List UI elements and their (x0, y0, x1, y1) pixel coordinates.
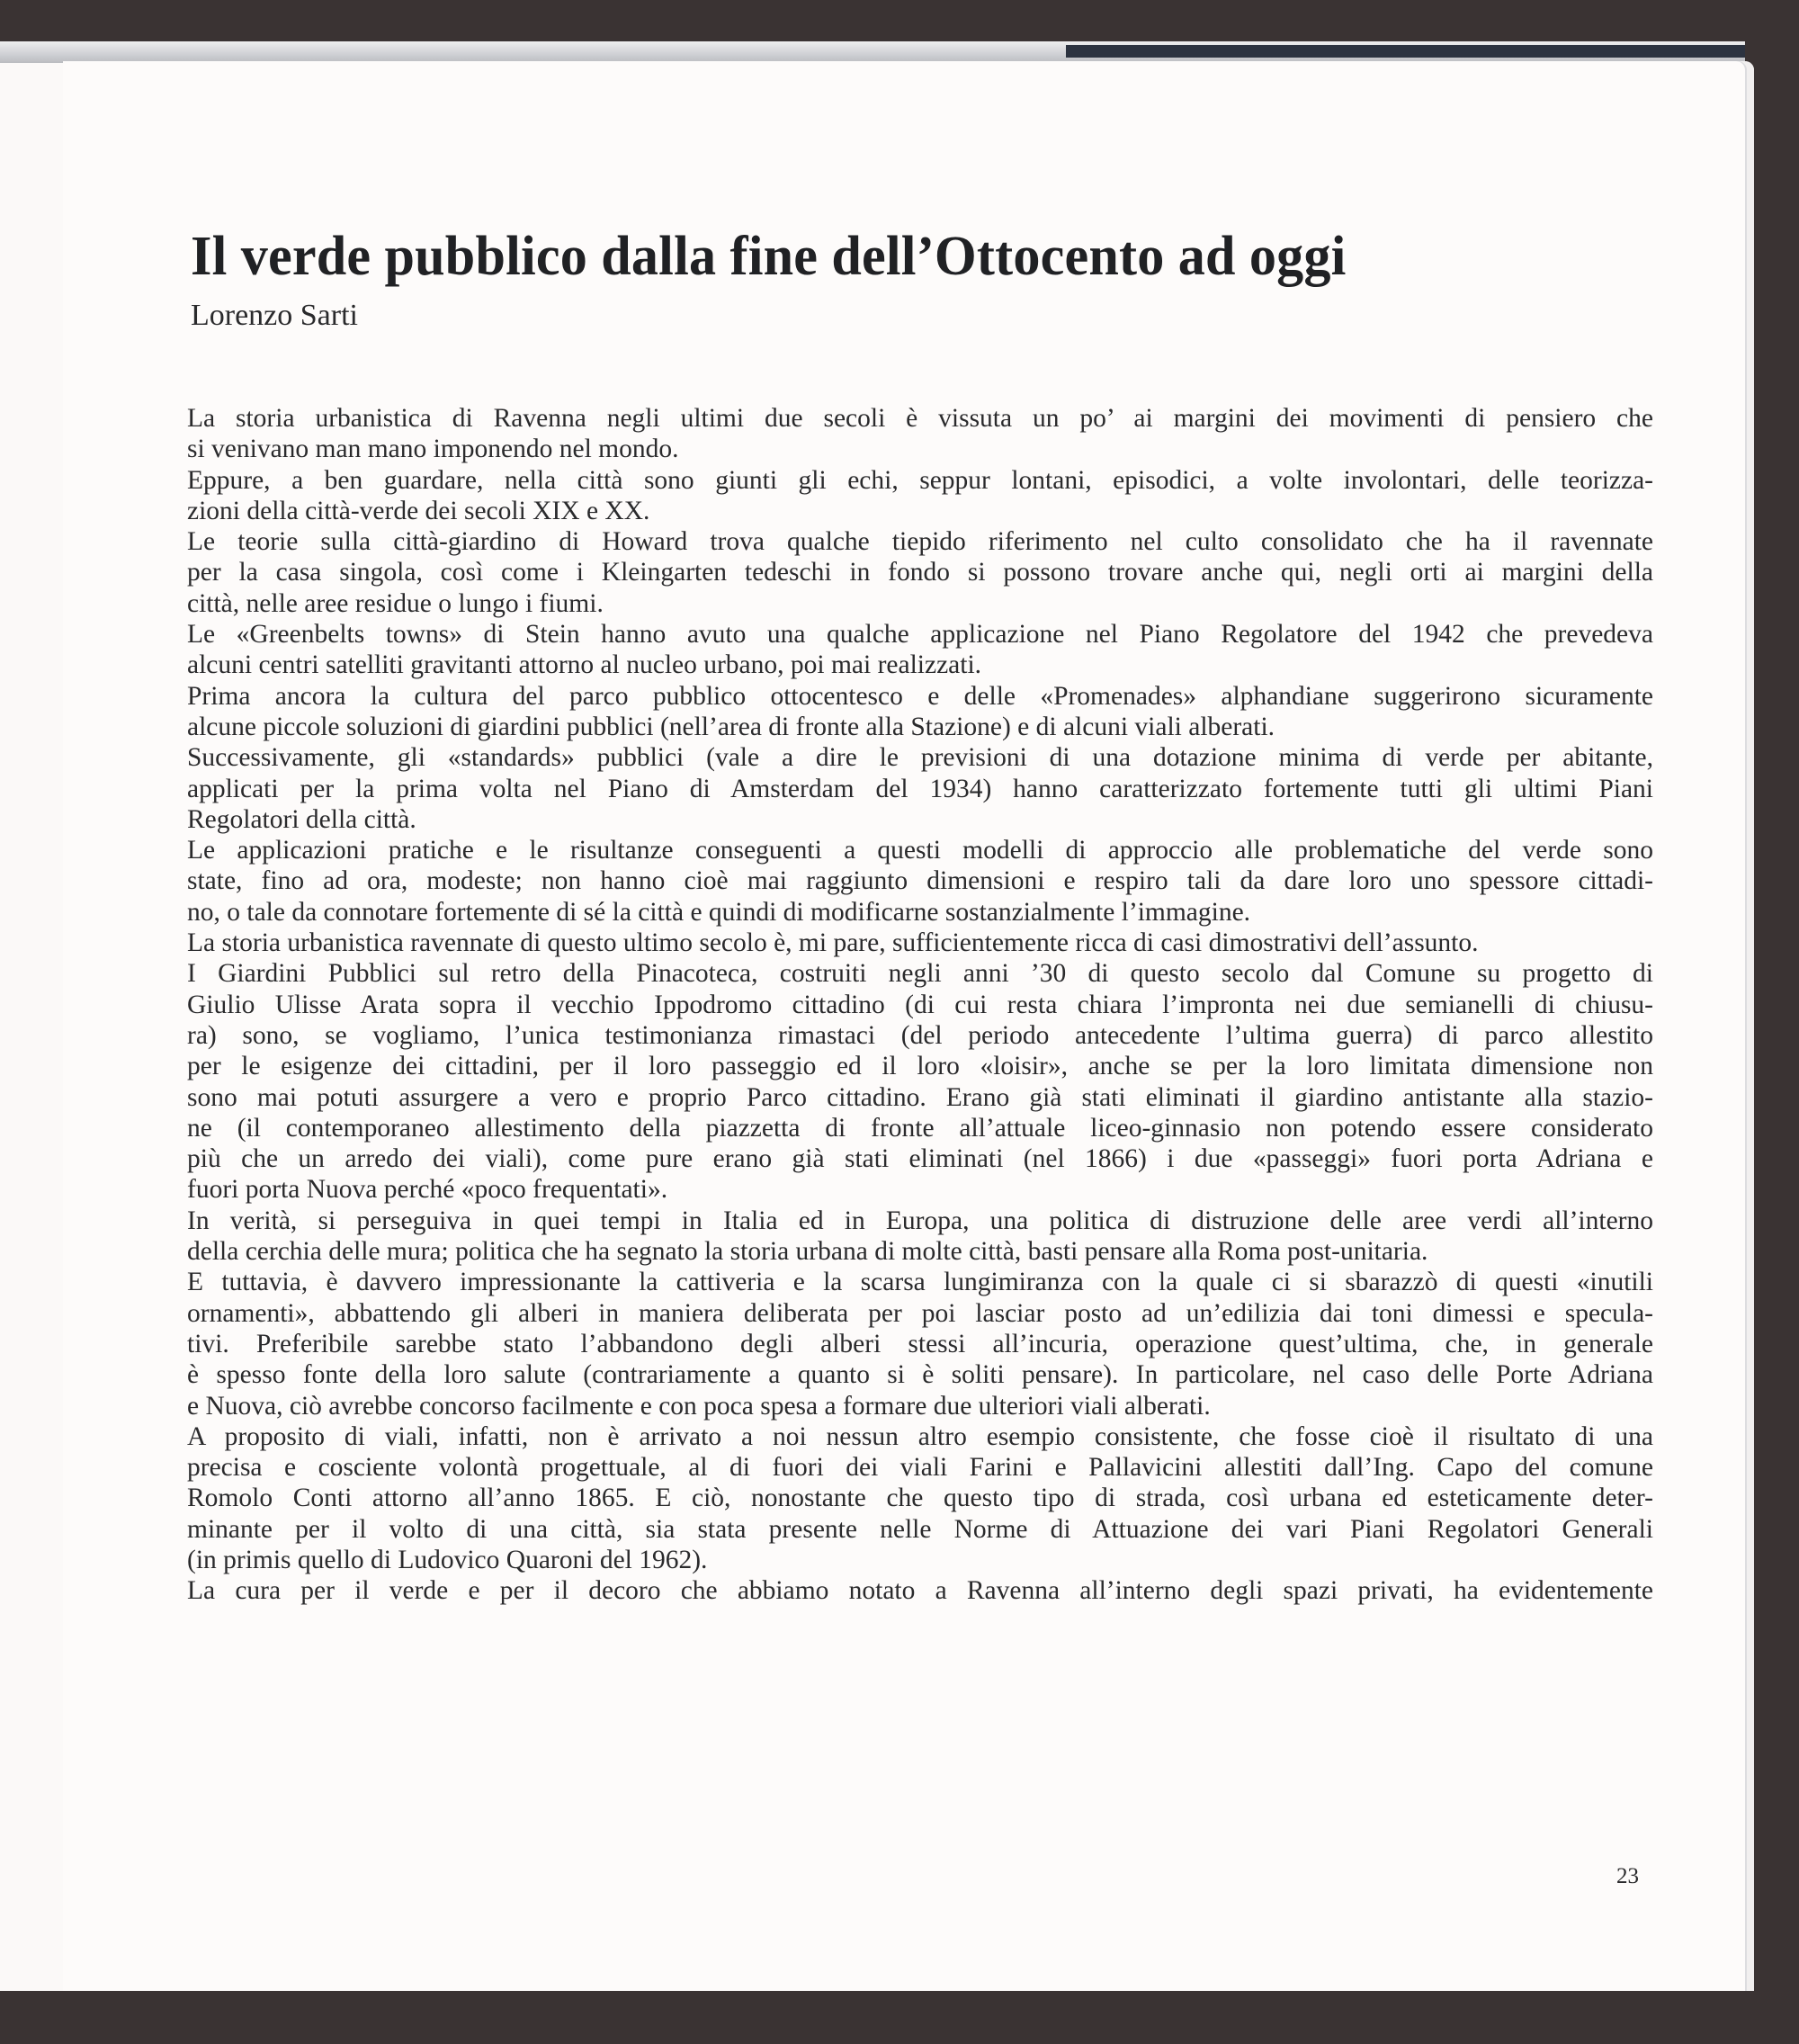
text-line: fuori porta Nuova perché «poco frequentati». (187, 1175, 668, 1205)
text-line: alcuni centri satelliti gravitanti attorno al nucleo urbano, poi mai realizzati. (187, 650, 982, 680)
text-line: applicati per la prima volta nel Piano di Amsterdam del 1934) hanno caratterizzato fortemente tutti gli ultimi Piani (187, 774, 1653, 803)
text-line: (in primis quello di Ludovico Quaroni del 1962). (187, 1545, 708, 1574)
text-line: ne (il contemporaneo allestimento della piazzetta di fronte all’attuale liceo-ginnasio non potendo essere considerato (187, 1113, 1653, 1143)
text-line: Successivamente, gli «standards» pubblici (vale a dire le previsioni di una dotazione minima di verde per abitante, (187, 743, 1653, 773)
text-line: minante per il volto di una città, sia stata presente nelle Norme di Attuazione dei vari Piani Regolatori Generali (187, 1514, 1653, 1544)
text-line: Prima ancora la cultura del parco pubblico ottocentesco e delle «Promenades» alphandiane suggerirono sicuramente (187, 681, 1653, 711)
text-line: Le «Greenbelts towns» di Stein hanno avuto una qualche applicazione nel Piano Regolatore del 1942 che prevedeva (187, 620, 1653, 650)
text-line: Eppure, a ben guardare, nella città sono giunti gli echi, seppur lontani, episodici, a volte involontari, delle teorizza- (187, 465, 1653, 495)
article-body (187, 403, 1653, 1607)
text-line: I Giardini Pubblici sul retro della Pinacoteca, costruiti negli anni ’30 di questo secolo dal Comune su progetto di (187, 959, 1653, 989)
text-line: ornamenti», abbattendo gli alberi in maniera deliberata per poi lasciar posto ad un’edilizia dai toni dimessi e specula- (187, 1298, 1653, 1328)
text-line: zioni della città-verde dei secoli XIX e XX. (187, 496, 650, 525)
text-line: In verità, si perseguiva in quei tempi in Italia ed in Europa, una politica di distruzione delle aree verdi all’interno (187, 1206, 1653, 1235)
text-line: alcune piccole soluzioni di giardini pubblici (nell’area di fronte alla Stazione) e di alcuni viali alberati. (187, 712, 1275, 741)
article-title: Il verde pubblico dalla fine dell’Ottocento ad oggi (191, 226, 1347, 287)
text-line: Le teorie sulla città-giardino di Howard trova qualche tiepido riferimento nel culto consolidato che ha il ravennate (187, 527, 1653, 557)
text-line: Le applicazioni pratiche e le risultanze conseguenti a questi modelli di approccio alle problematiche del verde sono (187, 836, 1653, 865)
text-line: Romolo Conti attorno all’anno 1865. E ciò, nonostante che questo tipo di strada, così urbana ed esteticamente deter- (187, 1484, 1653, 1513)
text-line: è spesso fonte della loro salute (contrariamente a quanto si è soliti pensare). In particolare, nel caso delle Porte Adriana (187, 1360, 1653, 1390)
text-line: Regolatori della città. (187, 804, 416, 834)
text-line: no, o tale da connotare fortemente di sé la città e quindi di modificarne sostanzialmente l’immagine. (187, 897, 1251, 927)
text-line: tivi. Preferibile sarebbe stato l’abbandono degli alberi stessi all’incuria, operazione quest’ultima, che, in generale (187, 1329, 1653, 1358)
text-line: ra) sono, se vogliamo, l’unica testimonianza rimastaci (del periodo antecedente l’ultima guerra) di parco allestito (187, 1020, 1653, 1050)
facing-page-edge (0, 52, 64, 1991)
text-line: A proposito di viali, infatti, non è arrivato a noi nessun altro esempio consistente, che fosse cioè il risultato di una (187, 1421, 1653, 1451)
text-line: per la casa singola, così come i Kleingarten tedeschi in fondo si possono trovare anche qui, negli orti ai margini della (187, 558, 1653, 587)
text-line: E tuttavia, è davvero impressionante la cattiveria e la scarsa lungimiranza con la quale ci si sbarazzò di questi «inutili (187, 1268, 1653, 1297)
text-line: città, nelle aree residue o lungo i fiumi. (187, 588, 604, 618)
text-line: per le esigenze dei cittadini, per il loro passeggio ed il loro «loisir», anche se per la loro limitata dimensione non (187, 1052, 1653, 1081)
text-line: sono mai potuti assurgere a vero e proprio Parco cittadino. Erano già stati eliminati il giardino antistante alla stazio- (187, 1082, 1653, 1112)
text-line: La storia urbanistica di Ravenna negli ultimi due secoli è vissuta un po’ ai margini dei movimenti di pensiero che (187, 404, 1653, 433)
text-line: precisa e cosciente volontà progettuale, al di fuori dei viali Farini e Pallavicini allestiti dall’Ing. Capo del comune (187, 1453, 1653, 1483)
article-author: Lorenzo Sarti (191, 299, 358, 332)
page-number: 23 (1616, 1864, 1639, 1888)
cover-edge-strip (1066, 45, 1745, 58)
text-line: La storia urbanistica ravennate di questo ultimo secolo è, mi pare, sufficientemente ricca di casi dimostrativi dell’assunto. (187, 928, 1479, 958)
text-line: La cura per il verde e per il decoro che abbiamo notato a Ravenna all’interno degli spazi privati, ha evidentemente (187, 1576, 1653, 1606)
text-line: state, fino ad ora, modeste; non hanno cioè mai raggiunto dimensioni e respiro tali da dare loro uno spessore cittadi- (187, 866, 1653, 896)
text-line: più che un arredo dei viali), come pure erano già stati eliminati (nel 1866) i due «passeggi» fuori porta Adriana e (187, 1144, 1653, 1174)
text-line: Giulio Ulisse Arata sopra il vecchio Ippodromo cittadino (di cui resta chiara l’impronta nei due semianelli di chiusu- (187, 990, 1653, 1019)
text-line: e Nuova, ciò avrebbe concorso facilmente e con poca spesa a formare due ulteriori viali alberati. (187, 1391, 1211, 1421)
text-line: si venivano man mano imponendo nel mondo. (187, 435, 679, 464)
text-line: della cerchia delle mura; politica che ha segnato la storia urbana di molte città, basti pensare alla Roma post-unitaria. (187, 1237, 1428, 1267)
